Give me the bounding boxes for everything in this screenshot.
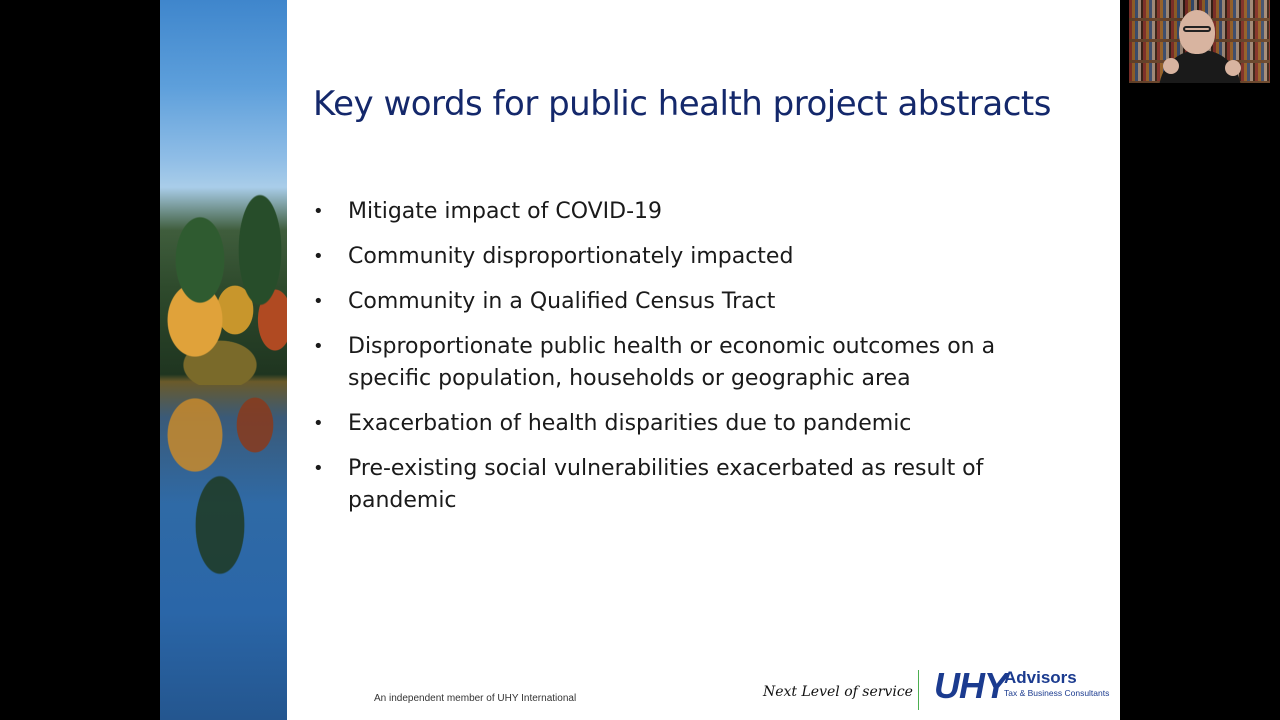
bullet-item	[310, 286, 1070, 318]
bullet-text: Exacerbation of health disparities due to pandemic	[348, 411, 912, 436]
logo-name: Advisors	[1004, 668, 1077, 687]
presenter-hand	[1225, 60, 1241, 76]
webcam-feed[interactable]	[1129, 0, 1270, 83]
bullet-dot: •	[313, 413, 324, 434]
logo-subtitle: Tax & Business Consultants	[1004, 688, 1110, 698]
bullet-text: Disproportionate public health or economic outcomes on a specific population, households or geographic area	[348, 334, 996, 391]
bullet-dot: •	[313, 458, 324, 479]
bullet-item	[310, 196, 1070, 228]
tagline: Next Level of service	[763, 684, 913, 700]
bullet-dot: •	[313, 201, 324, 222]
bullet-item	[310, 331, 1070, 395]
bullet-item	[310, 408, 1070, 440]
slide-title: Key words for public health project abstracts	[313, 84, 1051, 124]
presenter-hand	[1163, 58, 1179, 74]
logo-mark: UHY	[934, 665, 1008, 706]
bullet-text: Mitigate impact of COVID-19	[348, 199, 663, 224]
footer-note: An independent member of UHY International	[374, 693, 577, 704]
slide	[160, 0, 1120, 720]
photo-trees	[160, 170, 287, 385]
bullet-text: Pre-existing social vulnerabilities exacerbated as result of pandemic	[348, 456, 984, 513]
bullet-item	[310, 241, 1070, 273]
uhy-logo	[934, 666, 1110, 710]
presenter-glasses	[1183, 26, 1211, 32]
logo-divider	[918, 670, 919, 710]
bullet-text: Community in a Qualified Census Tract	[348, 289, 776, 314]
bullet-dot: •	[313, 291, 324, 312]
photo-reflection	[160, 385, 287, 585]
bullet-item	[310, 453, 1070, 517]
autumn-lake-photo	[160, 0, 287, 720]
bullet-text: Community disproportionately impacted	[348, 244, 794, 269]
presenter-head	[1179, 10, 1215, 54]
bullet-dot: •	[313, 336, 324, 357]
bullet-dot: •	[313, 246, 324, 267]
bullet-list	[310, 196, 1070, 530]
